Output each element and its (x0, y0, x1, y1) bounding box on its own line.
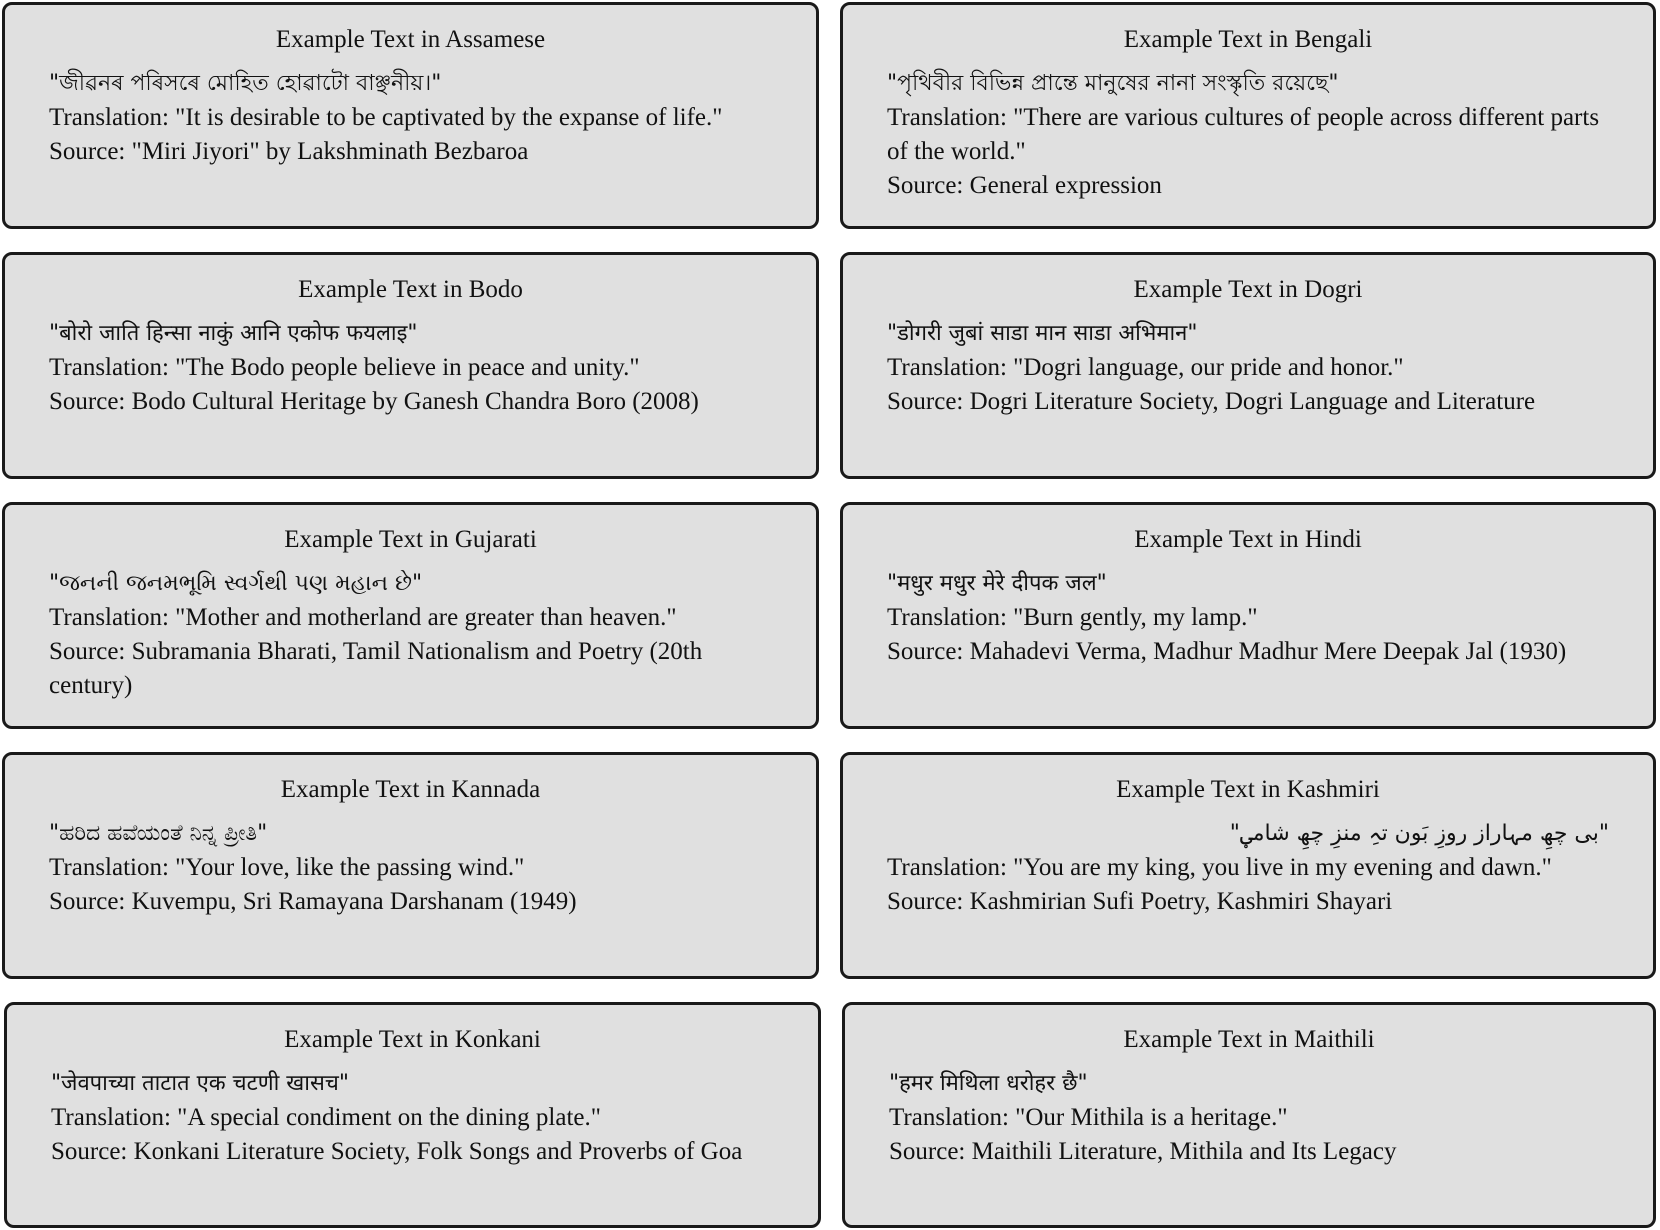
card-quote: "بی چھِ مہاراز روزِ بَون تہِ منزِ چھِ شامؠ" (1229, 821, 1609, 846)
card-title: Example Text in Hindi (1134, 526, 1362, 553)
card-source: Source: Mahadevi Verma, Madhur Madhur Mere Deepak Jal (1930) (887, 638, 1567, 665)
card-title: Example Text in Kashmiri (1116, 776, 1380, 803)
card-source: Source: Konkani Literature Society, Folk Songs and Proverbs of Goa (51, 1138, 743, 1165)
card-quote: "मधुर मधुर मेरे दीपक जल" (887, 571, 1107, 596)
card-title: Example Text in Kannada (280, 776, 541, 803)
card-kannada (2, 752, 819, 979)
card-title: Example Text in Dogri (1133, 276, 1363, 303)
card-translation: Translation: "Our Mithila is a heritage." (889, 1104, 1288, 1131)
card-source: Source: Dogri Literature Society, Dogri Language and Literature (887, 388, 1536, 415)
card-source: Source: Bodo Cultural Heritage by Ganesh Chandra Boro (2008) (49, 388, 699, 415)
card-source: Source: "Miri Jiyori" by Lakshminath Bezbaroa (49, 138, 529, 165)
card-gujarati (2, 502, 819, 729)
card-translation: Translation: "It is desirable to be captivated by the expanse of life." (49, 104, 723, 131)
card-source: Source: Kashmirian Sufi Poetry, Kashmiri Shayari (887, 888, 1393, 915)
card-title: Example Text in Gujarati (284, 526, 537, 553)
card-source: Source: Kuvempu, Sri Ramayana Darshanam (1949) (49, 888, 577, 915)
card-quote: "हमर मिथिला धरोहर छै" (889, 1071, 1088, 1096)
card-dogri (840, 252, 1656, 479)
card-bengali (840, 2, 1656, 229)
card-kashmiri (840, 752, 1656, 979)
card-title: Example Text in Konkani (284, 1026, 541, 1053)
card-quote: "जेवपाच्या ताटात एक चटणी खासच" (51, 1071, 349, 1096)
card-source: Source: General expression (887, 172, 1162, 199)
card-translation: Translation: "You are my king, you live in my evening and dawn." (887, 854, 1552, 881)
card-konkani (4, 1002, 821, 1228)
card-quote: "জীৱনৰ পৰিসৰে মোহিত হোৱাটো বাঞ্ছনীয়।" (49, 71, 442, 96)
card-title: Example Text in Bengali (1123, 26, 1373, 53)
card-quote: "পৃথিবীর বিভিন্ন প্রান্তে মানুষের নানা সংস্কৃতি রয়েছে" (887, 71, 1339, 96)
card-source: Source: Maithili Literature, Mithila and Its Legacy (889, 1138, 1397, 1165)
card-quote: "જનની જનમભૂમિ સ્વર્ગથી પણ મહાન છે" (49, 571, 423, 596)
card-hindi (840, 502, 1656, 729)
card-translation: Translation: "The Bodo people believe in peace and unity." (49, 354, 640, 381)
card-quote: "बोरो जाति हिन्सा नाकुं आनि एकोफ फयलाइ" (49, 321, 418, 346)
card-title: Example Text in Maithili (1123, 1026, 1375, 1053)
card-maithili (842, 1002, 1656, 1228)
card-quote: "डोगरी जुबां साडा मान साडा अभिमान" (887, 321, 1198, 346)
card-translation: Translation: "Burn gently, my lamp." (887, 604, 1258, 631)
card-translation: Translation: "Your love, like the passing wind." (49, 854, 525, 881)
card-title: Example Text in Assamese (275, 26, 546, 53)
card-translation: Translation: "There are various cultures of people across different parts of the world." (887, 104, 1600, 165)
card-translation: Translation: "Mother and motherland are greater than heaven." (49, 604, 677, 631)
card-bodo (2, 252, 819, 479)
card-assamese (2, 2, 819, 229)
card-translation: Translation: "A special condiment on the dining plate." (51, 1104, 601, 1131)
card-title: Example Text in Bodo (298, 276, 523, 303)
card-quote: "ಹರಿದ ಹವೆಯಂತೆ ನಿನ್ನ ಪ್ರೀತಿ" (49, 821, 268, 846)
card-translation: Translation: "Dogri language, our pride and honor." (887, 354, 1404, 381)
card-source: Source: Subramania Bharati, Tamil Nationalism and Poetry (20th century) (49, 638, 703, 699)
